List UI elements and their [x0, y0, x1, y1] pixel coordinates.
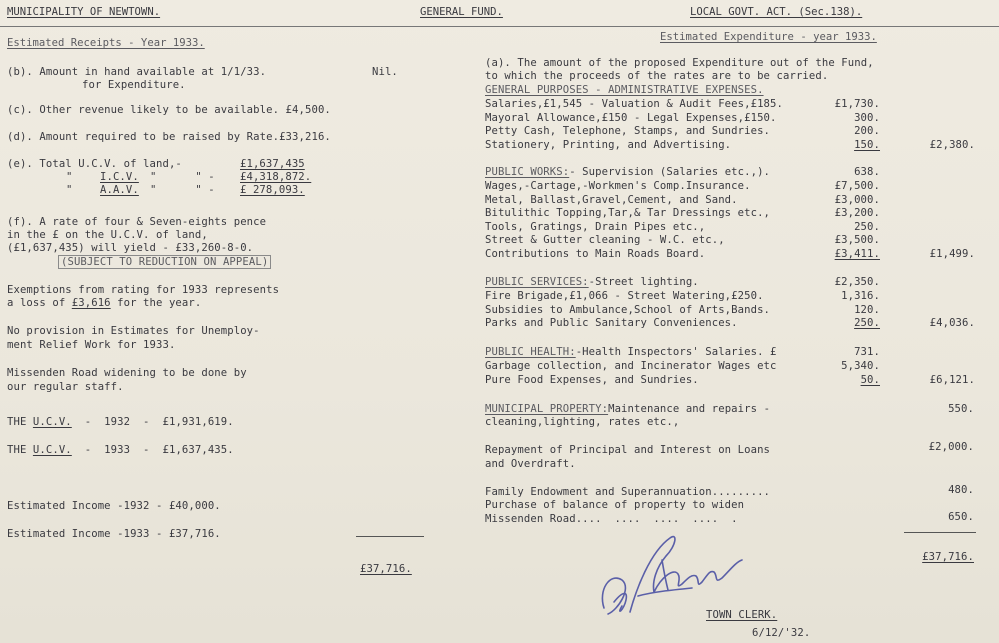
- receipt-e-value1: £1,637,435: [240, 158, 305, 170]
- public-health-row-amount: 5,340.: [841, 360, 880, 372]
- general-purposes-row-text: Mayoral Allowance,£150 - Legal Expenses,£150.: [485, 111, 777, 124]
- purchase-amount: 650.: [948, 511, 974, 523]
- general-purposes-row-amount: 300.: [854, 111, 880, 124]
- act-reference: LOCAL GOVT. ACT. (Sec.138).: [690, 6, 863, 18]
- receipt-e-ditto3b: " " -: [150, 184, 215, 196]
- no-provision-line2: ment Relief Work for 1933.: [7, 339, 176, 351]
- receipt-e-value3: £ 278,093.: [240, 184, 305, 196]
- receipts-title: Estimated Receipts - Year 1933.: [7, 37, 205, 49]
- receipt-e-value2: £4,318,872.: [240, 171, 312, 183]
- public-services-subtotal: £4,036.: [929, 317, 975, 329]
- missenden-line2: our regular staff.: [7, 381, 124, 393]
- receipt-e-ditto3: ": [66, 184, 73, 196]
- public-health-row-text: Garbage collection, and Incinerator Wages etc: [485, 360, 777, 372]
- expenditure-total: £37,716.: [922, 551, 974, 563]
- family-endowment-line: Family Endowment and Superannuation.........: [485, 486, 771, 498]
- public-works-row-text: Tools, Gratings, Drain Pipes etc.,: [485, 220, 706, 233]
- receipt-f-line1: (f). A rate of four & Seven-eights pence: [7, 216, 267, 228]
- general-purposes-row-amount: 200.: [854, 125, 880, 137]
- fund-title: GENERAL FUND.: [420, 6, 503, 18]
- repayment-line1: Repayment of Principal and Interest on Loans: [485, 444, 771, 456]
- ucv-1933-line: THE U.C.V. - 1933 - £1,637,435.: [7, 444, 234, 456]
- municipality-title: MUNICIPALITY OF NEWTOWN.: [7, 6, 161, 18]
- receipt-b-value: Nil.: [372, 66, 398, 78]
- public-health-subtotal: £6,121.: [929, 373, 975, 386]
- municipal-property-line2: cleaning,lighting, rates etc.,: [485, 416, 680, 428]
- receipt-b-line2: for Expenditure.: [82, 79, 186, 91]
- public-services-row-amount: 1,316.: [841, 290, 880, 302]
- receipt-d-line: (d). Amount required to be raised by Rate.£33,216.: [7, 131, 331, 143]
- street-lighting-amount: £2,350.: [834, 276, 880, 288]
- general-purposes-row-amount: £1,730.: [834, 98, 880, 110]
- public-services-row-amount: 120.: [854, 303, 880, 316]
- expenditure-a-line1: (a). The amount of the proposed Expenditure out of the Fund,: [485, 57, 874, 69]
- expenditure-a-line2: to which the proceeds of the rates are to be carried.: [485, 70, 829, 82]
- receipt-b-line1: (b). Amount in hand available at 1/1/33.: [7, 66, 267, 78]
- receipt-e-label3: A.A.V.: [100, 184, 139, 196]
- receipt-c-line: (c). Other revenue likely to be available. £4,500.: [7, 104, 331, 116]
- receipts-total: £37,716.: [360, 563, 412, 575]
- receipt-e-line1: (e). Total U.C.V. of land,-: [7, 158, 182, 170]
- health-inspectors-amount: 731.: [854, 346, 880, 358]
- public-works-subtotal: £1,499.: [929, 247, 975, 260]
- town-clerk-title: TOWN CLERK.: [706, 609, 778, 621]
- public-health-row-amount: 50.: [860, 373, 880, 386]
- family-endowment-amount: 480.: [948, 484, 974, 496]
- receipts-total-rule: [356, 536, 424, 537]
- income-1933-line: Estimated Income -1933 - £37,716.: [7, 528, 221, 540]
- header-rule: [0, 26, 999, 27]
- purchase-line2: Missenden Road.... .... .... .... .: [485, 513, 738, 525]
- public-works-supervision-amount: 638.: [854, 166, 880, 178]
- general-purposes-row-text: Stationery, Printing, and Advertising.: [485, 138, 732, 151]
- public-services-row-amount: 250.: [854, 317, 880, 329]
- ucv-1932-line: THE U.C.V. - 1932 - £1,931,619.: [7, 416, 234, 428]
- public-works-row-text: Bitulithic Topping,Tar,& Tar Dressings etc.,: [485, 207, 771, 219]
- public-health-heading: PUBLIC HEALTH:-Health Inspectors' Salaries. £: [485, 346, 777, 358]
- general-purposes-row-text: Salaries,£1,545 - Valuation & Audit Fees,£185.: [485, 98, 783, 110]
- public-works-row-amount: £3,200.: [834, 207, 880, 219]
- public-works-row-amount: £3,411.: [834, 247, 880, 260]
- missenden-line1: Missenden Road widening to be done by: [7, 367, 247, 379]
- general-purposes-row-amount: 150.: [854, 138, 880, 151]
- municipal-property-amount: 550.: [948, 403, 974, 415]
- income-1932-line: Estimated Income -1932 - £40,000.: [7, 500, 221, 512]
- public-works-row-amount: 250.: [854, 220, 880, 233]
- public-services-row-text: Subsidies to Ambulance,School of Arts,Bands.: [485, 303, 771, 316]
- expenditure-title: Estimated Expenditure - year 1933.: [660, 31, 877, 43]
- public-works-row-amount: £3,500.: [834, 234, 880, 246]
- public-services-row-text: Parks and Public Sanitary Conveniences.: [485, 317, 738, 329]
- receipt-f-appeal-note: (SUBJECT TO REDUCTION ON APPEAL): [58, 255, 271, 269]
- public-works-row-text: Street & Gutter cleaning - W.C. etc.,: [485, 234, 725, 246]
- public-services-row-text: Fire Brigade,£1,066 - Street Watering,£250.: [485, 290, 764, 302]
- public-works-row-amount: £3,000.: [834, 193, 880, 206]
- no-provision-line1: No provision in Estimates for Unemploy-: [7, 325, 260, 337]
- exemptions-line1: Exemptions from rating for 1933 represents: [7, 284, 280, 296]
- receipt-f-line3: (£1,637,435) will yield - £33,260-8-0.: [7, 242, 254, 254]
- receipt-e-label2: I.C.V.: [100, 171, 139, 183]
- receipt-e-ditto2b: " " -: [150, 171, 215, 183]
- repayment-line2: and Overdraft.: [485, 458, 576, 470]
- general-purposes-row-text: Petty Cash, Telephone, Stamps, and Sundries.: [485, 125, 771, 137]
- document-date: 6/12/'32.: [752, 627, 811, 639]
- public-works-row-amount: £7,500.: [834, 180, 880, 192]
- public-works-row-text: Contributions to Main Roads Board.: [485, 247, 706, 260]
- municipal-property-heading: MUNICIPAL PROPERTY:Maintenance and repairs -: [485, 403, 771, 415]
- public-works-row-text: Metal, Ballast,Gravel,Cement, and Sand.: [485, 193, 738, 206]
- general-purposes-heading: GENERAL PURPOSES - ADMINISTRATIVE EXPENSES.: [485, 84, 764, 96]
- general-purposes-subtotal: £2,380.: [929, 138, 975, 151]
- public-health-row-text: Pure Food Expenses, and Sundries.: [485, 373, 699, 386]
- repayment-amount: £2,000.: [928, 441, 974, 453]
- public-works-heading: PUBLIC WORKS:- Supervision (Salaries etc.,).: [485, 166, 771, 178]
- receipt-e-ditto2: ": [66, 171, 73, 183]
- public-services-heading: PUBLIC SERVICES:-Street lighting.: [485, 276, 699, 288]
- receipt-f-line2: in the £ on the U.C.V. of land,: [7, 229, 208, 241]
- exemptions-line2: a loss of £3,616 for the year.: [7, 297, 202, 309]
- public-works-row-text: Wages,-Cartage,-Workmen's Comp.Insurance.: [485, 180, 751, 192]
- purchase-line1: Purchase of balance of property to widen: [485, 499, 745, 511]
- expenditure-total-rule: [904, 532, 976, 533]
